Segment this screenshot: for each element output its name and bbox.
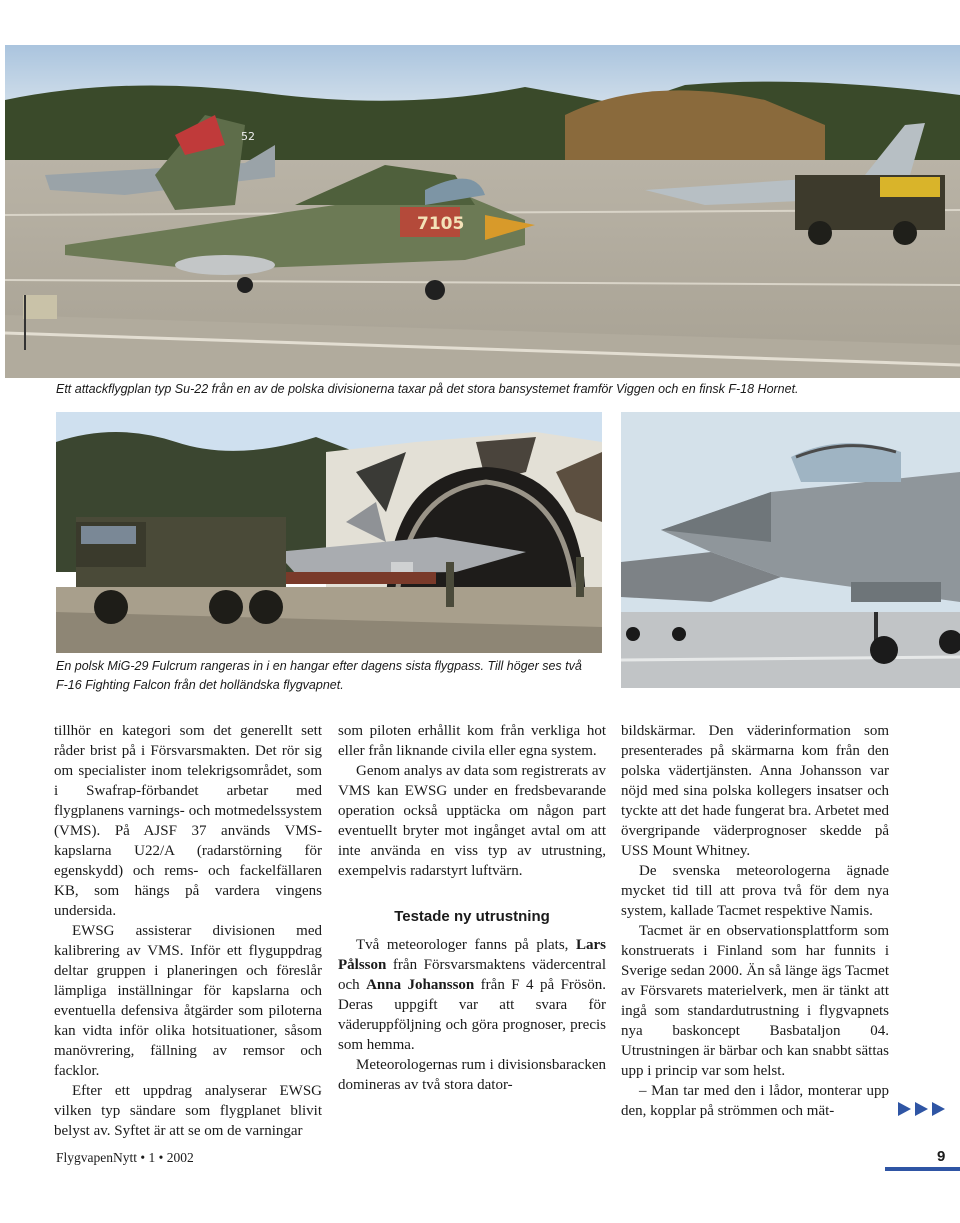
col3-paragraph-2: De svenska meteorologerna ägnade mycket tid till att prova två för dem nya system, kallade Tacmet respektive Namis.: [621, 863, 889, 919]
meteorologist-name-1: Lars Pålsson: [338, 937, 606, 973]
col1-paragraph-2: EWSG assisterar divisionen med kalibrering av VMS. Inför ett flyguppdrag deltar gruppen i planeringen och föreslår lämpliga inställningar för kapslarna och eventuella defensiva åtgärder som piloterna kan vidta inför olika hotsituationer, såsom manövrering, fällning av remsor och facklor.: [54, 923, 322, 1079]
tail-number-text: 52: [241, 130, 255, 143]
col2-p3-mid: från Försvarsmaktens vädercentral och: [338, 957, 606, 993]
article-column-2: [338, 721, 606, 1095]
top-photo-caption: Ett attackflygplan typ Su-22 från en av de polska divisionerna taxar på det stora bansystemet framför Viggen och en finsk F-18 Hornet.: [56, 382, 799, 396]
col2-paragraph-3: [338, 935, 606, 1055]
col3-paragraph-1: bildskärmar. Den väderinformation som presenterades på skärmarna kom från den polska vädertjänsten. Anna Johansson var nöjd med sina polska kollegers insatser och tyckte att det hade fungerat bra. Arbetet med övergripande väderprognoser skedde på USS Mount Whitney.: [621, 723, 889, 859]
col2-p3-post: från F 4 på Frösön. Deras uppgift var att svara för väderuppföljning och göra prognoser, precis som hemma.: [338, 977, 606, 1053]
middle-caption-line2: F-16 Fighting Falcon från det holländska flygvapnet.: [56, 678, 344, 692]
section-subheading: Testade ny utrustning: [394, 908, 550, 925]
meteorologist-name-2: Anna Johansson: [366, 977, 475, 993]
f16-photo: [621, 412, 960, 688]
publication-footer: FlygvapenNytt • 1 • 2002: [56, 1150, 194, 1165]
continue-arrows-icon: [898, 1101, 946, 1117]
col2-paragraph-1: som piloten erhållit kom från verkliga hot eller från liknande civila eller egna system.: [338, 723, 606, 759]
aircraft-number-text: 7105: [417, 214, 465, 234]
article-column-3: [621, 721, 889, 1121]
footer-rule: [885, 1167, 960, 1171]
col1-paragraph-1: tillhör en kategori som det generellt sett råder brist på i Försvarsmakten. Det rör sig om specialister inom telekrigsområdet, som i Swafrap-förbandet arbetar med flygplanens varnings- och motmedelssystem (VMS). På AJSF 37 används VMS-kapslarna U22/A (radarstörning för egenskydd) och rems- och fackelfällaren KB, som hängs på vardera vingens undersida.: [54, 723, 322, 919]
col3-paragraph-4: – Man tar med den i lådor, monterar upp den, kopplar på strömmen och mät-: [621, 1083, 889, 1119]
page-number: 9: [937, 1148, 946, 1165]
col2-paragraph-2: Genom analys av data som registrerats av VMS kan EWSG under en fredsbevarande operation också upptäcka om någon part eventuellt bryter mot ingånget avtal om att inte använda en viss typ av utrustning, exempelvis radarstyrt luftvärn.: [338, 763, 606, 879]
article-column-1: [54, 721, 322, 1141]
col3-paragraph-3: Tacmet är en observationsplattform som konstruerats i Finland som har funnits i Sverige sedan 2000. Än så länge ägs Tacmet av Försvarets materielverk, men är tänkt att ingå som standardutrustning i flygvapnets nya baskoncept Basbataljon 04. Utrustningen är bärbar och kan snabbt sättas upp i princip var som helst.: [621, 923, 889, 1079]
middle-photo-caption: [56, 657, 616, 695]
col2-p3-pre: Två meteorologer fanns på plats,: [356, 937, 576, 953]
middle-caption-line1: En polsk MiG-29 Fulcrum rangeras in i en hangar efter dagens sista flygpass. Till höger ses två: [56, 659, 582, 673]
top-photo: [5, 45, 960, 378]
hangar-photo: [56, 412, 602, 653]
col2-paragraph-4: Meteorologernas rum i divisionsbaracken domineras av två stora dator-: [338, 1057, 606, 1093]
col1-paragraph-3: Efter ett uppdrag analyserar EWSG vilken typ sändare som flygplanet blivit belyst av. Syftet är att se om de varningar: [54, 1083, 322, 1139]
